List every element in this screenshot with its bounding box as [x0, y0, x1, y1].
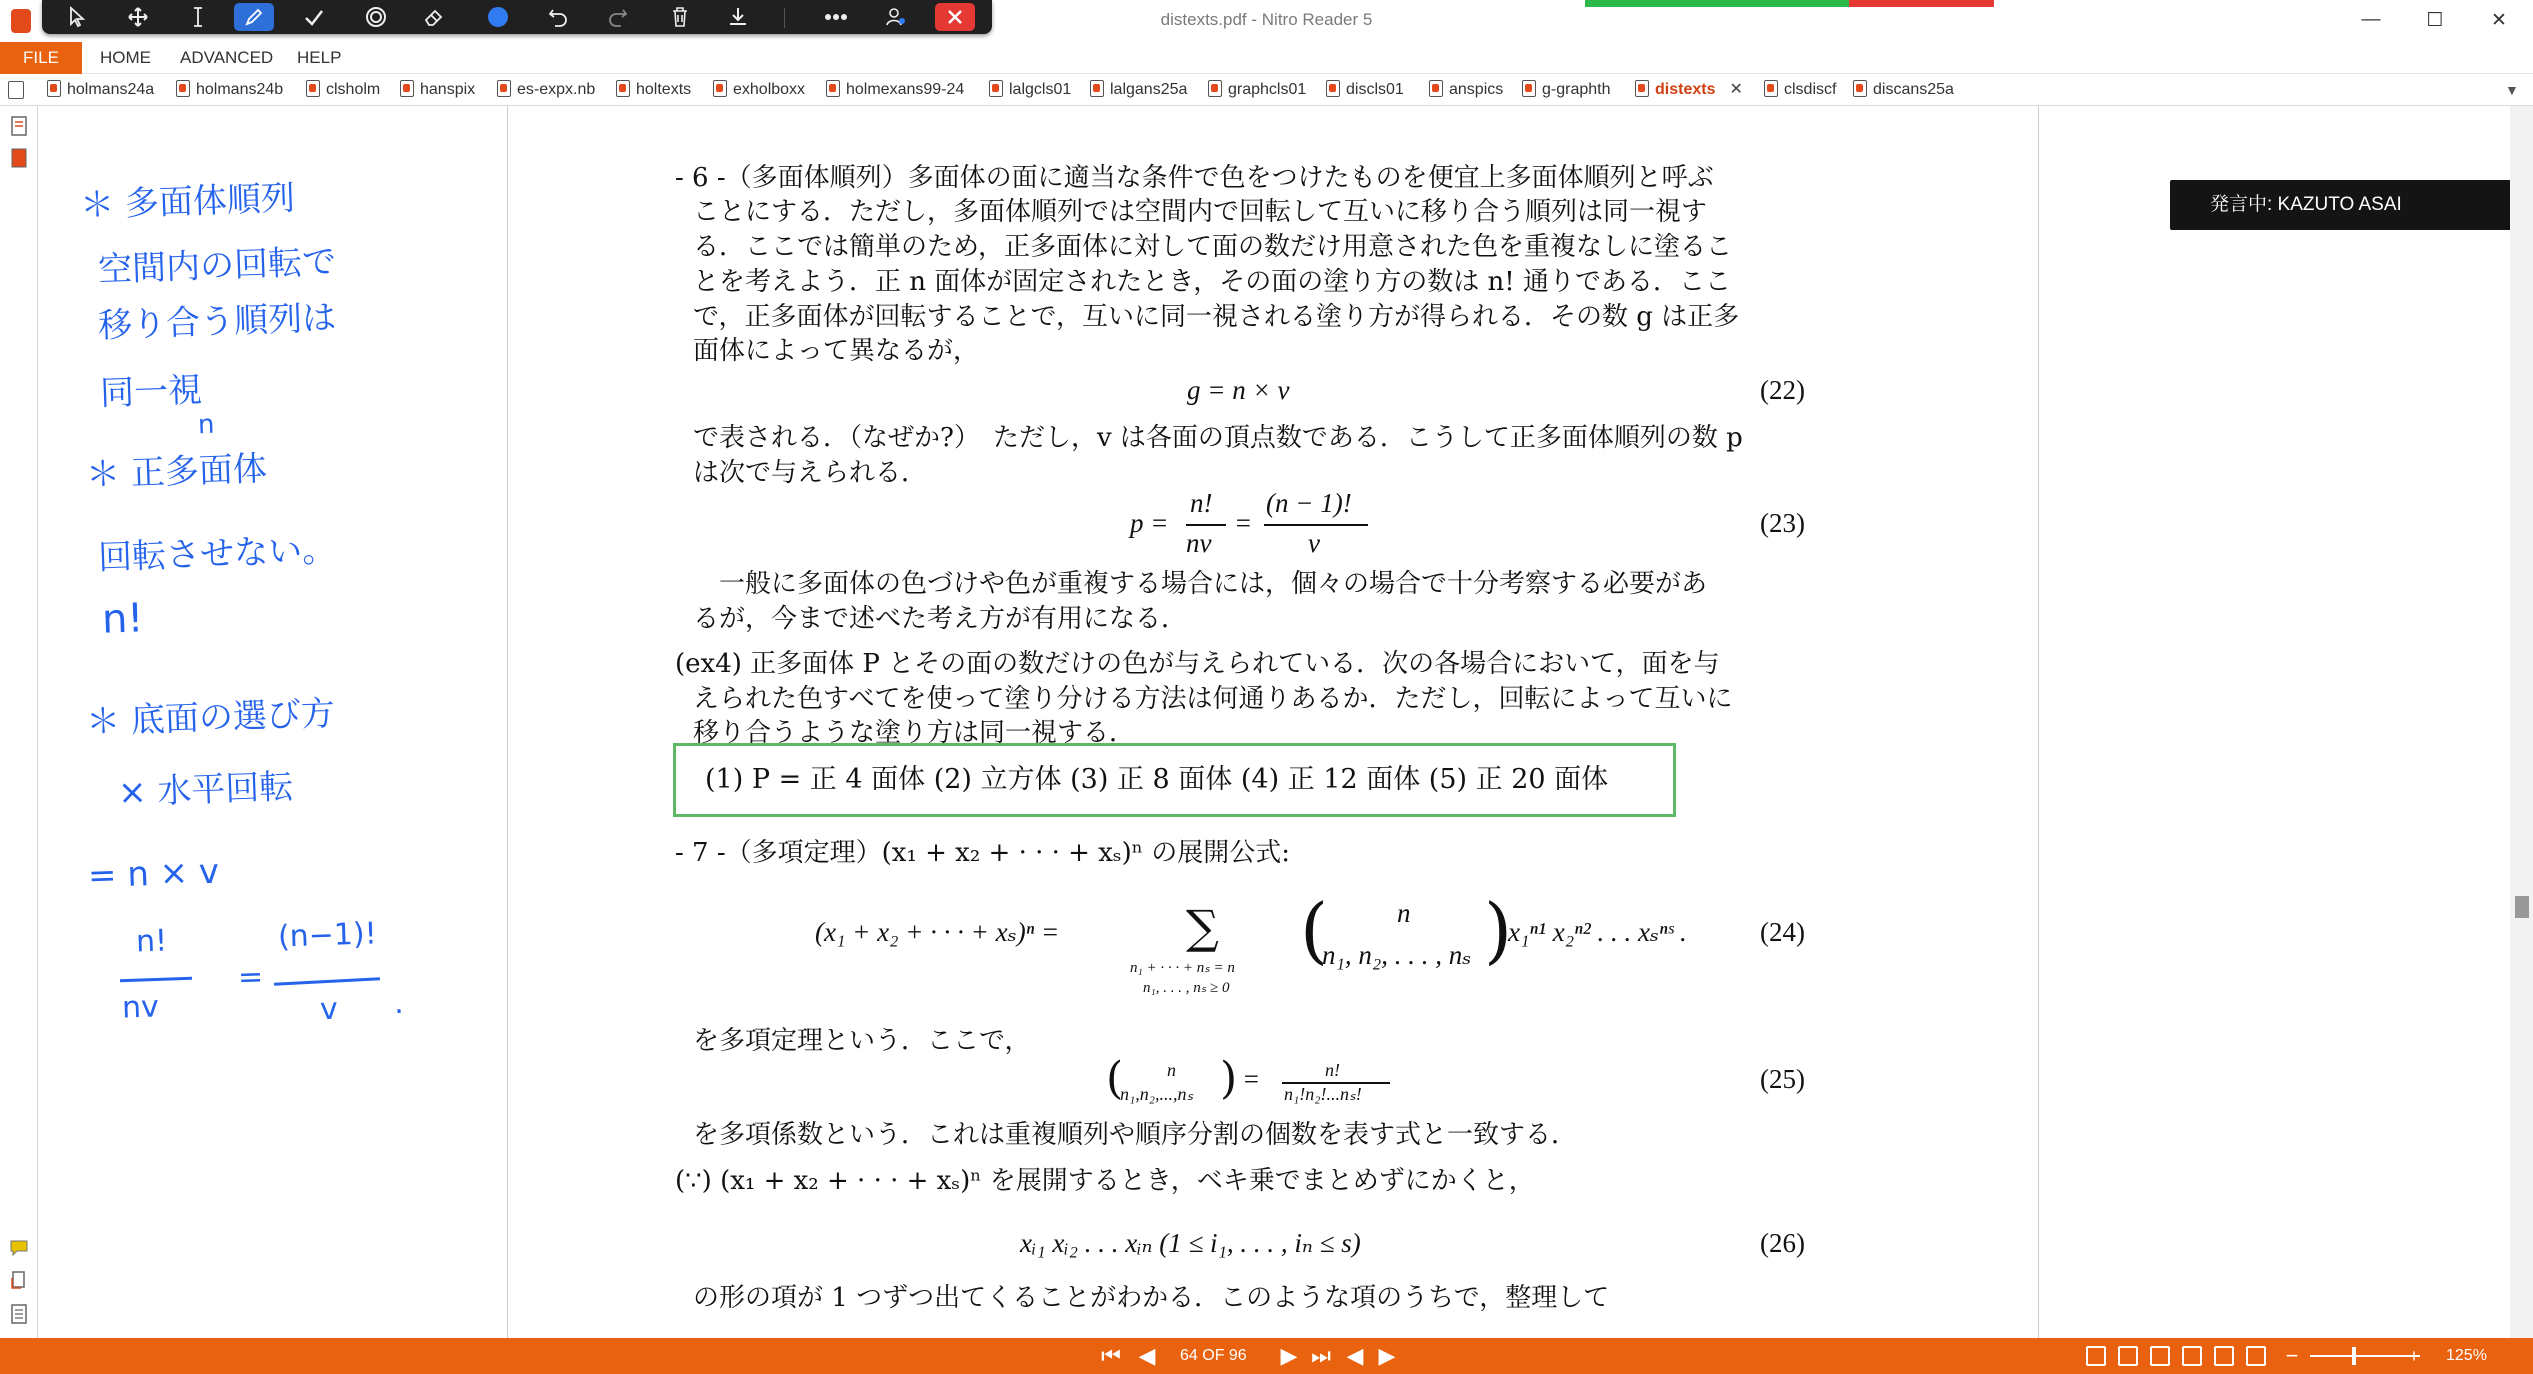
cursor-icon[interactable] — [58, 3, 98, 31]
handwriting-note: nv — [121, 989, 160, 1026]
doc-line: の形の項が 1 つずつ出てくることがわかる．このような項のうちで，整理して — [693, 1283, 1610, 1313]
pdf-icon — [1853, 80, 1867, 97]
undo-icon[interactable] — [538, 3, 578, 31]
download-icon[interactable] — [718, 3, 758, 31]
doc-line: るが，今まで述べた考え方が有用になる． — [693, 604, 1188, 634]
tab-hanspix[interactable]: hanspix — [400, 74, 475, 106]
menu-file[interactable]: FILE — [0, 42, 82, 74]
tab-holmexans99-24[interactable]: holmexans99-24 — [826, 74, 964, 106]
left-panel-rail — [0, 106, 38, 1338]
zoom-out-button[interactable]: − — [2285, 1343, 2299, 1368]
doc-line: (∵) (x₁ + x₂ + · · · + xₛ)ⁿ を展開するとき，ベキ乗でまとめずにかくと， — [675, 1166, 1535, 1196]
pdf-icon — [47, 80, 61, 97]
equation-number-23: (23) — [1760, 508, 1805, 538]
doc-line: で表される．（なぜか?） ただし，v は各面の頂点数である．こうして正多面体順列の数 p — [693, 423, 1743, 453]
status-bar — [0, 1338, 2533, 1374]
single-page-view-icon[interactable] — [2086, 1346, 2106, 1366]
facing-continuous-view-icon[interactable] — [2182, 1346, 2202, 1366]
maximize-button[interactable]: ☐ — [2426, 9, 2444, 31]
pdf-icon — [1635, 80, 1649, 97]
tab-discans25a[interactable]: discans25a — [1853, 74, 1954, 106]
redo-icon[interactable] — [598, 3, 638, 31]
color-dot-icon[interactable] — [478, 3, 518, 31]
pen-icon[interactable] — [234, 3, 274, 31]
previous-page-button[interactable]: ◀ — [1138, 1343, 1156, 1368]
toolbar-divider — [784, 8, 785, 28]
handwriting-note: (n−1)! — [277, 916, 378, 955]
stamp-icon[interactable] — [356, 3, 396, 31]
text-cursor-icon[interactable] — [178, 3, 218, 31]
page-indicator[interactable]: 64 OF 96 — [1180, 1347, 1247, 1364]
output-panel-icon[interactable] — [7, 1302, 31, 1326]
zoom-level[interactable]: 125% — [2446, 1347, 2487, 1364]
sharing-indicator-red — [1849, 0, 1994, 7]
doc-line: で，正多面体が回転することで，互いに同一視される塗り方が得られる．その数 g は正多 — [693, 302, 1740, 332]
trash-icon[interactable] — [660, 3, 700, 31]
window-title: distexts.pdf - Nitro Reader 5 — [1160, 10, 1373, 29]
next-page-button[interactable]: ▶ — [1280, 1343, 1298, 1368]
pdf-icon — [1522, 80, 1536, 97]
tab-lalgcls01[interactable]: lalgcls01 — [989, 74, 1071, 106]
handwriting-fraction-bar — [120, 977, 192, 983]
equation-number-25: (25) — [1760, 1064, 1805, 1094]
tab-holtexts[interactable]: holtexts — [616, 74, 691, 106]
handwriting-note: = n × v — [87, 851, 220, 897]
sharing-indicator-green — [1585, 0, 1849, 7]
doc-line: 面体によって異なるが， — [693, 336, 980, 366]
pdf-icon — [826, 80, 840, 97]
zoom-in-button[interactable]: + — [2408, 1345, 2420, 1366]
handwriting-note: n! — [135, 923, 168, 960]
equation-number-26: (26) — [1760, 1228, 1805, 1258]
tab-clsdiscf[interactable]: clsdiscf — [1764, 74, 1836, 106]
handwriting-note: 同一視 — [99, 370, 203, 414]
fraction-bar — [1186, 524, 1226, 526]
handwriting-note: n — [197, 409, 216, 441]
pdf-icon — [1090, 80, 1104, 97]
equation-26: xᵢ₁ xᵢ₂ . . . xᵢₙ (1 ≤ i₁, . . . , iₙ ≤ s) — [1020, 1228, 1361, 1258]
settings-icon[interactable] — [876, 3, 916, 31]
last-page-button[interactable]: ⏭ — [1311, 1343, 1331, 1368]
doc-line: を多項定理という．ここで， — [693, 1026, 1031, 1056]
doc-line: (ex4) 正多面体 P とその面の数だけの色が与えられている．次の各場合において，面を与 — [675, 649, 1720, 679]
menu-help[interactable]: HELP — [297, 48, 342, 67]
handwriting-fraction-bar — [274, 977, 380, 986]
document-tab-bar — [0, 74, 2533, 106]
tab-distexts[interactable]: distexts ✕ — [1635, 74, 1743, 106]
forward-view-button[interactable]: ▶ — [1378, 1343, 1396, 1368]
pages-panel-icon[interactable] — [7, 114, 31, 138]
tab-graphcls01[interactable]: graphcls01 — [1208, 74, 1306, 106]
tab-exholboxx[interactable]: exholboxx — [713, 74, 805, 106]
handwriting-note: = — [237, 959, 264, 996]
tab-holmans24a[interactable]: holmans24a — [47, 74, 154, 106]
doc-line: 移り合うような塗り方は同一視する． — [693, 718, 1136, 748]
handwriting-note: . — [393, 985, 405, 1022]
move-icon[interactable] — [118, 3, 158, 31]
pdf-icon — [400, 80, 414, 97]
pdf-icon — [176, 80, 190, 97]
pdf-icon — [713, 80, 727, 97]
doc-line: は次で与えられる． — [693, 458, 928, 488]
scrollbar-thumb[interactable] — [2515, 896, 2529, 918]
annotation-toolbar — [42, 0, 992, 34]
speaker-badge: 発言中: KAZUTO ASAI — [2170, 180, 2512, 230]
tab-lalgans25a[interactable]: lalgans25a — [1090, 74, 1187, 106]
handwriting-note: v — [319, 991, 339, 1028]
handwriting-note: × 水平回転 — [117, 766, 295, 814]
menu-home[interactable]: HOME — [100, 48, 151, 67]
right-margin-area — [2038, 106, 2510, 1338]
handwriting-note: 空間内の回転で — [97, 241, 337, 291]
zoom-slider-handle[interactable] — [2352, 1347, 2356, 1365]
tab-es-expx[interactable]: es-expx.nb — [497, 74, 595, 106]
tab-holmans24b[interactable]: holmans24b — [176, 74, 283, 106]
tab-discls01[interactable]: discls01 — [1326, 74, 1404, 106]
handwriting-note: n! — [101, 595, 145, 643]
ribbon-menu — [0, 42, 2533, 74]
handwriting-note: ＊ 多面体順列 — [79, 178, 296, 226]
back-view-button[interactable]: ◀ — [1346, 1343, 1364, 1368]
pdf-icon — [497, 80, 511, 97]
comments-panel-icon[interactable] — [7, 1236, 31, 1260]
equation-number-24: (24) — [1760, 917, 1805, 947]
document-list-icon[interactable] — [8, 81, 24, 99]
pdf-icon — [1208, 80, 1222, 97]
equation-22: g = n × v — [1187, 375, 1290, 405]
handwritten-notes-area[interactable] — [38, 106, 508, 1338]
doc-line: を多項係数という．これは重複順列や順序分割の個数を表す式と一致する． — [693, 1120, 1578, 1150]
menu-advanced[interactable]: ADVANCED — [180, 48, 274, 67]
close-window-button[interactable]: ✕ — [2491, 9, 2507, 31]
exercise-items: (1) P = 正 4 面体 (2) 立方体 (3) 正 8 面体 (4) 正 12 面体 (5) 正 20 面体 — [705, 764, 1609, 795]
pdf-icon — [989, 80, 1003, 97]
continuous-view-icon[interactable] — [2118, 1346, 2138, 1366]
more-icon[interactable] — [816, 3, 856, 31]
doc-line: とを考えよう．正 n 面体が固定されたとき，その面の塗り方の数は n! 通りである．ここ — [693, 267, 1731, 297]
equation-number-22: (22) — [1760, 375, 1805, 405]
tab-anspics[interactable]: anspics — [1429, 74, 1503, 106]
handwriting-note: ＊ 正多面体 — [85, 448, 268, 496]
first-page-button[interactable]: ⏮ — [1101, 1343, 1121, 1368]
pdf-icon — [306, 80, 320, 97]
minimize-button[interactable]: — — [2361, 9, 2381, 30]
facing-view-icon[interactable] — [2150, 1346, 2170, 1366]
bookmarks-panel-icon[interactable] — [7, 146, 31, 170]
checkmark-icon[interactable] — [294, 3, 334, 31]
pdf-icon — [1764, 80, 1778, 97]
tab-list-chevron-icon[interactable]: ▼ — [2505, 82, 2519, 98]
tab-clsholm[interactable]: clsholm — [306, 74, 380, 106]
eraser-icon[interactable] — [414, 3, 454, 31]
doc-line: - 6 -（多面体順列）多面体の面に適当な条件で色をつけたものを便宜上多面体順列と呼ぶ — [675, 163, 1714, 193]
fraction-bar — [1264, 524, 1368, 526]
vertical-scrollbar[interactable] — [2510, 106, 2533, 1338]
handwriting-note: ＊ 底面の選び方 — [85, 693, 336, 743]
attachments-panel-icon[interactable] — [7, 1268, 31, 1292]
handwriting-note: 移り合う順列は — [97, 297, 337, 347]
doc-line: る．ここでは簡単のため，正多面体に対して面の数だけ用意された色を重複なしに塗るこ — [693, 232, 1732, 262]
handwriting-note: 回転させない。 — [97, 529, 337, 579]
close-icon[interactable] — [935, 3, 975, 31]
pdf-icon — [616, 80, 630, 97]
doc-line: - 7 -（多項定理）(x₁ + x₂ + · · · + xₛ)ⁿ の展開公式: — [675, 838, 1291, 868]
doc-line: ことにする．ただし，多面体順列では空間内で回転して互いに移り合う順列は同一視す — [693, 197, 1708, 227]
doc-line: えられた色すべてを使って塗り分ける方法は何通りあるか．ただし，回転によって互いに — [693, 684, 1733, 714]
fit-page-icon[interactable] — [2214, 1346, 2234, 1366]
pdf-icon — [1326, 80, 1340, 97]
pdf-icon — [1429, 80, 1443, 97]
doc-line: 一般に多面体の色づけや色が重複する場合には，個々の場合で十分考察する必要があ — [693, 569, 1708, 599]
tab-close-icon[interactable]: ✕ — [1729, 81, 1743, 98]
tab-g-graphth[interactable]: g-graphth — [1522, 74, 1611, 106]
fit-width-icon[interactable] — [2246, 1346, 2266, 1366]
